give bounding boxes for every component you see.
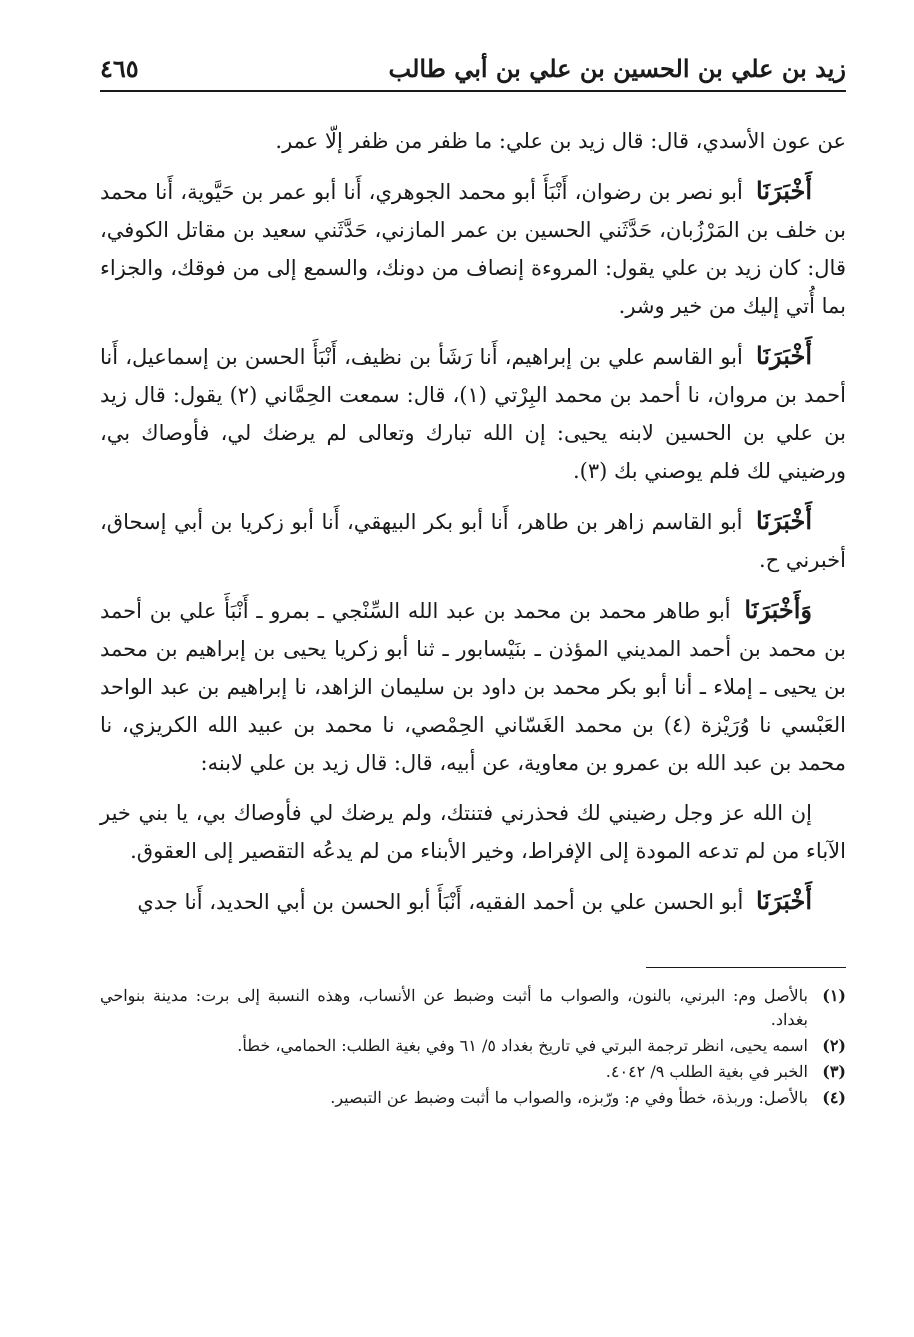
paragraph: [100, 122, 846, 160]
paragraph-lead-word: أَخْبَرَنَا: [756, 176, 812, 205]
paragraph-text: أبو القاسم زاهر بن طاهر، أَنا أبو بكر البيهقي، أَنا أبو زكريا بن أبي إسحاق، أخبرني ح.: [100, 510, 846, 572]
main-text: [100, 122, 846, 921]
paragraph-lead-word: أَخْبَرَنَا: [756, 341, 812, 370]
paragraph: [100, 794, 846, 870]
footnote-item: [100, 1060, 846, 1084]
paragraph: [100, 882, 846, 921]
footnote-text: بالأصل وم: البرني، بالنون، والصواب ما أثبت وضبط عن الأنساب، وهذه النسبة إلى برت: مدينة بنواحي بغداد.: [100, 986, 808, 1029]
running-title: زيد بن علي بن الحسين بن علي بن أبي طالب: [388, 54, 846, 83]
paragraph: [100, 502, 846, 579]
footnotes: [100, 984, 846, 1110]
footnote-item: [100, 1034, 846, 1058]
paragraph: [100, 337, 846, 490]
footnote-text: اسمه يحيى، انظر ترجمة البرتي في تاريخ بغداد ٥/ ٦١ وفي بغية الطلب: الحمامي، خطأ.: [237, 1036, 808, 1055]
paragraph-lead-word: أَخْبَرَنَا: [756, 506, 812, 535]
paragraph-lead-word: أَخْبَرَنَا: [756, 886, 812, 915]
footnote-number: (٢): [822, 1036, 846, 1055]
paragraph-text: أبو نصر بن رضوان، أَنْبَأَ أبو محمد الجوهري، أَنا أبو عمر بن حَيَّوية، أَنا محمد بن خلف بن المَرْزُبان، حَدَّثَني الحسين بن عمر المازني، حَدَّثَني سعيد بن مقاتل الكوفي، قال: كان زيد بن علي يقول: المروءة إنصاف من دونك، والسمع إلى من فوقك، والجزاء بما أُتي إليك من خير وشر.: [100, 180, 846, 318]
paragraph-text: أبو طاهر محمد بن محمد بن عبد الله السِّنْجي ـ بمرو ـ أَنْبَأَ علي بن أحمد بن محمد بن أحمد المديني المؤذن ـ بنَيْسابور ـ ثنا أبو زكريا يحيى بن إبراهيم بن محمد بن يحيى ـ إملاء ـ أنا أبو بكر محمد بن داود بن سليمان الزاهد، نا إبراهيم بن عبد الواحد العَبْسي نا وُرَيْزة (٤) بن محمد الغَسّاني الحِمْصي، نا محمد بن عبيد الله الكريزي، نا محمد بن عبد الله بن عمرو بن معاوية، عن أبيه، قال: قال زيد بن علي لابنه:: [100, 599, 846, 775]
footnote-number: (٤): [822, 1088, 846, 1107]
paragraph: [100, 172, 846, 325]
footnote-item: [100, 984, 846, 1032]
page-header: [100, 48, 846, 92]
footnote-number: (٣): [822, 1062, 846, 1081]
footnote-divider: [646, 967, 846, 968]
paragraph-lead-word: وَأَخْبَرَنَا: [744, 595, 812, 624]
footnote-item: [100, 1086, 846, 1110]
book-page: [100, 48, 846, 1112]
paragraph-text: عن عون الأسدي، قال: قال زيد بن علي: ما ظفر من ظفر إلّا عمر.: [275, 129, 846, 153]
page-number: ٤٦٥: [100, 54, 139, 83]
footnote-number: (١): [822, 986, 846, 1005]
footnote-text: الخبر في بغية الطلب ٩/ ٤٠٤٢.: [605, 1062, 808, 1081]
paragraph-text: إن الله عز وجل رضيني لك فحذرني فتنتك، ولم يرضك لي فأوصاك بي، يا بني خير الآباء من لم تدعه المودة إلى الإفراط، وخير الأبناء من لم يدعُه التقصير إلى العقوق.: [100, 801, 846, 863]
paragraph-text: أبو الحسن علي بن أحمد الفقيه، أَنْبَأَ أبو الحسن بن أبي الحديد، أَنا جدي: [137, 890, 744, 914]
paragraph: [100, 591, 846, 782]
paragraph-text: أبو القاسم علي بن إبراهيم، أَنا رَشَأ بن نظيف، أَنْبَأَ الحسن بن إسماعيل، أَنا أحمد بن مروان، نا أحمد بن محمد البِرْتي (١)، قال: سمعت الحِمَّاني (٢) يقول: قال زيد بن علي بن الحسين لابنه يحيى: إن الله تبارك وتعالى لم يرضك لي، فأوصاك بي، ورضيني لك فلم يوصني بك (٣).: [100, 345, 846, 483]
footnote-text: بالأصل: وربذة، خطأ وفي م: ورّبزه، والصواب ما أثبت وضبط عن التبصير.: [330, 1088, 808, 1107]
